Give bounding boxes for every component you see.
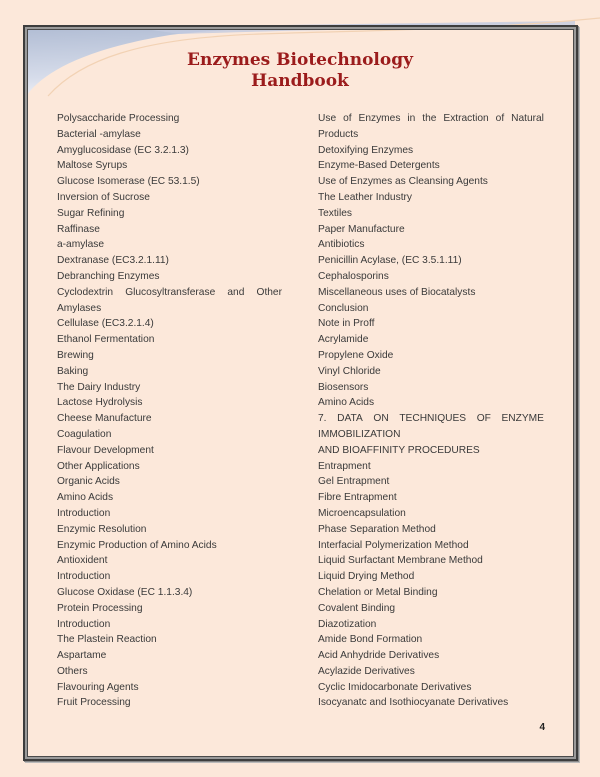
toc-entry: Cellulase (EC3.2.1.4)	[57, 318, 154, 330]
toc-entry: Liquid Surfactant Membrane Method	[318, 555, 483, 567]
toc-entry: The Dairy Industry	[57, 381, 141, 393]
word: Glucosyltransferase	[125, 286, 216, 298]
toc-entry: Cephalosporins	[318, 270, 389, 282]
toc-entry: Bacterial -amylase	[57, 128, 141, 140]
toc-entry: Gel Entrapment	[318, 476, 390, 488]
toc-entry	[318, 111, 544, 127]
toc-entry: Debranching Enzymes	[57, 270, 160, 282]
toc-entry: AND BIOAFFINITY PROCEDURES	[318, 444, 480, 456]
toc-entry: a-amylase	[57, 239, 104, 251]
word: Cyclodextrin	[57, 286, 114, 298]
toc-entry: Glucose Isomerase (EC 53.1.5)	[57, 176, 200, 188]
left-column-contents	[57, 111, 282, 711]
word: of	[343, 113, 352, 124]
toc-entry	[318, 411, 544, 427]
toc-entry: Biosensors	[318, 381, 369, 393]
toc-entry: Amide Bond Formation	[318, 634, 423, 646]
word: Other	[256, 286, 282, 298]
word: Natural	[511, 113, 544, 124]
document-title	[0, 50, 600, 92]
word: TECHNIQUES	[399, 413, 467, 425]
toc-entry: Antioxident	[57, 555, 108, 567]
word: the	[422, 113, 437, 124]
toc-entry: Paper Manufacture	[318, 223, 405, 235]
toc-entry: Propylene Oxide	[318, 349, 394, 361]
word: OF	[476, 413, 491, 425]
toc-entry: Conclusion	[318, 302, 369, 314]
toc-entry: Cheese Manufacture	[57, 413, 152, 425]
toc-entry: Miscellaneous uses of Biocatalysts	[318, 286, 476, 298]
toc-entry: Amino Acids	[57, 492, 114, 504]
toc-entry: Detoxifying Enzymes	[318, 144, 414, 156]
toc-entry: Flavour Development	[57, 444, 154, 456]
toc-entry: The Leather Industry	[318, 191, 413, 203]
title-line-1: Enzymes Biotechnology	[187, 50, 413, 70]
toc-entry: Chelation or Metal Binding	[318, 586, 438, 598]
toc-entry: Others	[57, 665, 88, 677]
word: of	[495, 113, 505, 124]
word: Use	[318, 113, 337, 124]
toc-entry: Textiles	[318, 207, 352, 219]
word: DATA	[337, 413, 363, 425]
toc-entry: Dextranase (EC3.2.1.11)	[57, 255, 169, 267]
toc-entry: Baking	[57, 365, 89, 377]
toc-entry: IMMOBILIZATION	[318, 428, 401, 440]
toc-entry: Glucose Oxidase (EC 1.1.3.4)	[57, 586, 193, 598]
toc-entry: Maltose Syrups	[57, 160, 128, 172]
word: ENZYME	[501, 413, 544, 425]
toc-entry: Microencapsulation	[318, 507, 406, 519]
toc-entry: Cyclic Imidocarbonate Derivatives	[318, 681, 472, 693]
toc-entry: Raffinase	[57, 223, 100, 235]
word: Extraction	[443, 113, 489, 124]
toc-entry: Isocyanatc and Isothiocyanate Derivatives	[318, 697, 509, 709]
toc-entry: The Plastein Reaction	[57, 634, 157, 646]
toc-entry: Acylazide Derivatives	[318, 665, 415, 677]
toc-entry: Acrylamide	[318, 334, 369, 346]
toc-entry: Organic Acids	[57, 476, 120, 488]
toc-entry: Note in Proff	[318, 318, 375, 330]
toc-entry: Amino Acids	[318, 397, 375, 409]
toc-entry: Phase Separation Method	[318, 523, 436, 535]
toc-entry: Products	[318, 128, 359, 140]
toc-entry: Sugar Refining	[57, 207, 125, 219]
toc-entry	[57, 285, 282, 301]
toc-entry: Polysaccharide Processing	[57, 113, 180, 124]
toc-entry: Introduction	[57, 618, 111, 630]
right-column-contents	[318, 111, 544, 711]
toc-entry: Amyglucosidase (EC 3.2.1.3)	[57, 144, 189, 156]
toc-entry: Vinyl Chloride	[318, 365, 381, 377]
toc-entry: Enzymic Production of Amino Acids	[57, 539, 217, 551]
toc-entry: Fibre Entrapment	[318, 492, 397, 504]
toc-entry: Other Applications	[57, 460, 140, 472]
toc-entry: Inversion of Sucrose	[57, 191, 150, 203]
toc-entry: Enzymic Resolution	[57, 523, 147, 535]
toc-entry: Flavouring Agents	[57, 681, 139, 693]
word: and	[227, 286, 245, 298]
toc-entry: Use of Enzymes as Cleansing Agents	[318, 176, 488, 188]
toc-entry: Covalent Binding	[318, 602, 396, 614]
toc-entry: Acid Anhydride Derivatives	[318, 650, 440, 662]
title-line-2: Handbook	[251, 71, 349, 91]
toc-entry: Penicillin Acylase, (EC 3.5.1.11)	[318, 255, 462, 267]
toc-entry: Entrapment	[318, 460, 371, 472]
toc-entry: Ethanol Fermentation	[57, 334, 155, 346]
toc-entry: Diazotization	[318, 618, 377, 630]
toc-entry: Enzyme-Based Detergents	[318, 160, 440, 172]
word: Enzymes	[358, 113, 401, 124]
toc-entry: Lactose Hydrolysis	[57, 397, 143, 409]
toc-entry: Antibiotics	[318, 239, 365, 251]
toc-entry: Liquid Drying Method	[318, 571, 415, 583]
toc-entry: Introduction	[57, 571, 111, 583]
page-number: 4	[539, 722, 545, 733]
word: 7.	[318, 413, 327, 425]
toc-entry: Brewing	[57, 349, 94, 361]
word: ON	[373, 413, 389, 425]
toc-entry: Aspartame	[57, 650, 107, 662]
toc-entry: Coagulation	[57, 428, 112, 440]
toc-entry: Introduction	[57, 507, 111, 519]
word: in	[407, 113, 416, 124]
toc-entry: Amylases	[57, 302, 102, 314]
toc-entry: Fruit Processing	[57, 697, 131, 709]
toc-entry: Interfacial Polymerization Method	[318, 539, 469, 551]
toc-entry: Protein Processing	[57, 602, 143, 614]
